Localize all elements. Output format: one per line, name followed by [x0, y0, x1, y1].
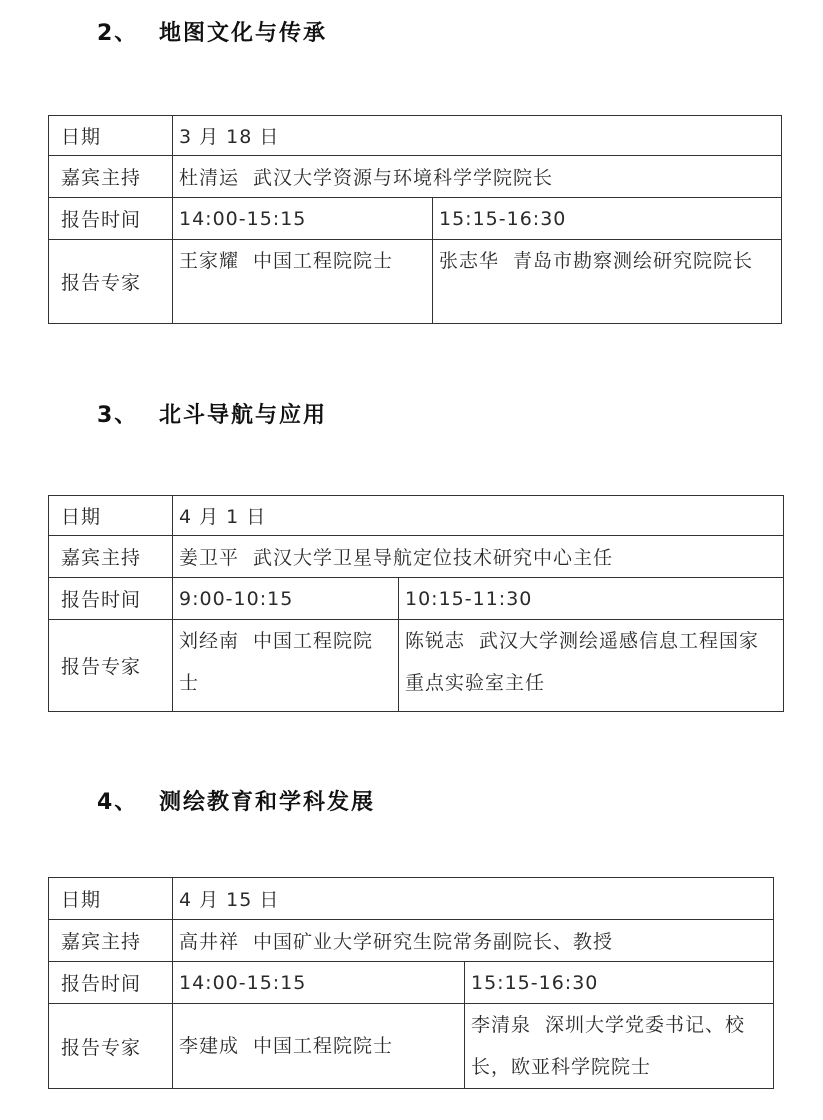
date-row — [49, 878, 774, 920]
section-title: 测绘教育和学科发展 — [159, 790, 376, 815]
time-row — [49, 578, 784, 620]
schedule-table — [48, 877, 774, 1089]
host-title: 中国矿业大学研究生院常务副院长、教授 — [253, 931, 614, 953]
date-label: 日期 — [49, 116, 173, 156]
date-value: 4 月 15 日 — [173, 878, 774, 920]
expert-1-cell — [173, 620, 399, 712]
expert-label: 报告专家 — [49, 1004, 173, 1089]
date-label: 日期 — [49, 878, 173, 920]
time-label: 报告时间 — [49, 962, 173, 1004]
section-title: 地图文化与传承 — [159, 21, 328, 46]
expert-2-title: 武汉大学测绘遥感信息工程国家重点实验室主任 — [405, 630, 760, 694]
host-label: 嘉宾主持 — [49, 156, 173, 198]
time-slot-2: 15:15-16:30 — [433, 198, 782, 240]
section-number: 3、 — [97, 403, 139, 428]
expert-2-name: 李清泉 — [471, 1014, 532, 1036]
section-heading — [97, 785, 497, 815]
host-name: 高井祥 — [179, 931, 240, 953]
time-slot-1: 9:00-10:15 — [173, 578, 399, 620]
section-number: 2、 — [97, 21, 139, 46]
host-name: 杜清运 — [179, 167, 240, 189]
host-row — [49, 536, 784, 578]
expert-2-cell — [465, 1004, 774, 1089]
expert-row — [49, 1004, 774, 1089]
host-title: 武汉大学卫星导航定位技术研究中心主任 — [253, 547, 614, 569]
date-value: 3 月 18 日 — [173, 116, 782, 156]
expert-label: 报告专家 — [49, 240, 173, 324]
expert-1-title: 中国工程院院士 — [179, 630, 374, 694]
expert-1-title: 中国工程院院士 — [253, 250, 394, 272]
section-title: 北斗导航与应用 — [159, 403, 328, 428]
time-label: 报告时间 — [49, 198, 173, 240]
expert-2-title: 深圳大学党委书记、校长，欧亚科学院院士 — [471, 1014, 746, 1078]
expert-1-cell — [173, 1004, 465, 1089]
section-number: 4、 — [97, 790, 139, 815]
date-value: 4 月 1 日 — [173, 496, 784, 536]
host-name: 姜卫平 — [179, 547, 240, 569]
expert-row — [49, 620, 784, 712]
host-label: 嘉宾主持 — [49, 920, 173, 962]
expert-1-cell — [173, 240, 433, 324]
section-heading — [97, 16, 497, 46]
expert-2-cell — [433, 240, 782, 324]
time-slot-2: 10:15-11:30 — [399, 578, 784, 620]
date-label: 日期 — [49, 496, 173, 536]
time-row — [49, 962, 774, 1004]
schedule-table — [48, 115, 782, 324]
date-row — [49, 496, 784, 536]
expert-2-cell — [399, 620, 784, 712]
section-heading — [97, 398, 497, 428]
time-label: 报告时间 — [49, 578, 173, 620]
expert-1-name: 王家耀 — [179, 250, 240, 272]
schedule-table — [48, 495, 784, 712]
host-label: 嘉宾主持 — [49, 536, 173, 578]
expert-1-name: 刘经南 — [179, 630, 240, 652]
expert-1-name: 李建成 — [179, 1035, 240, 1057]
host-row — [49, 156, 782, 198]
host-cell — [173, 156, 782, 198]
time-slot-1: 14:00-15:15 — [173, 198, 433, 240]
time-slot-2: 15:15-16:30 — [465, 962, 774, 1004]
expert-2-name: 陈锐志 — [405, 630, 466, 652]
expert-1-title: 中国工程院院士 — [253, 1035, 394, 1057]
host-title: 武汉大学资源与环境科学学院院长 — [253, 167, 554, 189]
host-cell — [173, 920, 774, 962]
expert-2-name: 张志华 — [439, 250, 500, 272]
host-cell — [173, 536, 784, 578]
expert-label: 报告专家 — [49, 620, 173, 712]
host-row — [49, 920, 774, 962]
time-slot-1: 14:00-15:15 — [173, 962, 465, 1004]
date-row — [49, 116, 782, 156]
expert-2-title: 青岛市勘察测绘研究院院长 — [513, 250, 754, 272]
expert-row — [49, 240, 782, 324]
time-row — [49, 198, 782, 240]
